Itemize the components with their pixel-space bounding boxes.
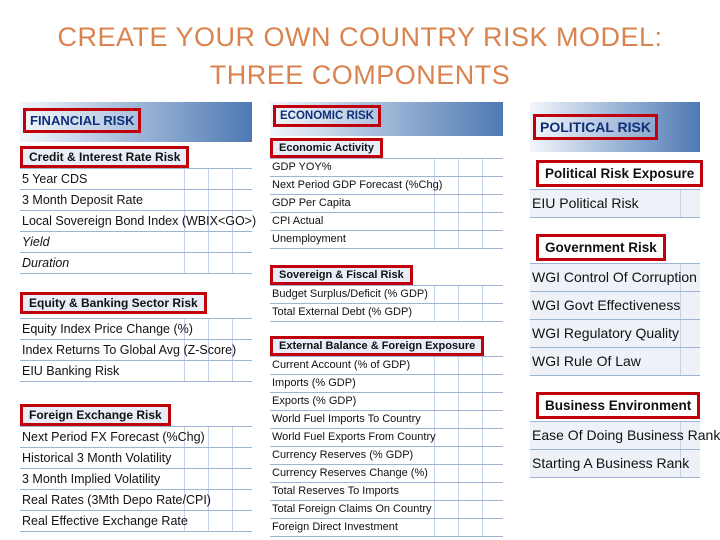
table-row: EIU Banking Risk (20, 361, 252, 382)
fx-section-label: Foreign Exchange Risk (20, 404, 171, 426)
political-risk-column (530, 102, 720, 478)
credit-section (20, 146, 257, 274)
table-row: World Fuel Imports To Country (270, 411, 503, 429)
external-section-label: External Balance & Foreign Exposure (270, 336, 484, 356)
table-row: Currency Reserves (% GDP) (270, 447, 503, 465)
fx-rows (20, 426, 252, 532)
table-row: Yield (20, 232, 252, 253)
economic-activity-label: Economic Activity (270, 138, 383, 158)
economic-risk-label: ECONOMIC RISK (273, 105, 381, 127)
sovereign-section-label: Sovereign & Fiscal Risk (270, 265, 413, 285)
title-line-2: THREE COMPONENTS (209, 60, 511, 90)
table-row: Next Period GDP Forecast (%Chg) (270, 177, 503, 195)
political-exposure-section (530, 160, 700, 218)
table-row: WGI Rule Of Law (530, 348, 700, 376)
table-row: Index Returns To Global Avg (Z-Score) (20, 340, 252, 361)
external-section (270, 336, 503, 537)
table-row: Real Rates (3Mth Depo Rate/CPI) (20, 490, 252, 511)
table-row: Current Account (% of GDP) (270, 357, 503, 375)
business-rows (530, 421, 720, 478)
table-row: Total External Debt (% GDP) (270, 304, 503, 322)
equity-section-label: Equity & Banking Sector Risk (20, 292, 207, 314)
sovereign-section (270, 265, 503, 322)
government-rows (530, 263, 700, 376)
table-row: WGI Govt Effectiveness (530, 292, 700, 320)
table-row: GDP YOY% (270, 159, 503, 177)
table-row: Total Reserves To Imports (270, 483, 503, 501)
table-row: 3 Month Implied Volatility (20, 469, 252, 490)
table-row: Starting A Business Rank (530, 450, 700, 478)
table-row: 3 Month Deposit Rate (20, 190, 252, 211)
table-row: Foreign Direct Investment (270, 519, 503, 537)
table-row: World Fuel Exports From Country (270, 429, 503, 447)
table-row: Equity Index Price Change (%) (20, 319, 252, 340)
table-row: 5 Year CDS (20, 169, 252, 190)
title-line-1: CREATE YOUR OWN COUNTRY RISK MODEL: (57, 22, 663, 52)
table-row: Unemployment (270, 231, 503, 249)
table-row: Ease Of Doing Business Rank (530, 422, 700, 450)
financial-risk-column (20, 102, 257, 532)
table-row: CPI Actual (270, 213, 503, 231)
credit-rows (20, 168, 257, 274)
financial-risk-label: FINANCIAL RISK (23, 108, 141, 133)
political-exposure-label: Political Risk Exposure (536, 160, 703, 187)
table-row: Exports (% GDP) (270, 393, 503, 411)
table-row: Local Sovereign Bond Index (WBIX<GO>) (20, 211, 252, 232)
equity-rows (20, 318, 252, 382)
economic-activity-rows (270, 158, 503, 249)
economic-risk-header (270, 102, 503, 136)
table-row: GDP Per Capita (270, 195, 503, 213)
table-row: Next Period FX Forecast (%Chg) (20, 427, 252, 448)
government-section-label: Government Risk (536, 234, 666, 261)
economic-activity-section (270, 138, 503, 249)
table-row: Duration (20, 253, 252, 274)
table-row: Total Foreign Claims On Country (270, 501, 503, 519)
sovereign-rows (270, 285, 503, 322)
table-row: WGI Control Of Corruption (530, 264, 700, 292)
table-row: WGI Regulatory Quality (530, 320, 700, 348)
business-section-label: Business Environment (536, 392, 700, 419)
table-row: Imports (% GDP) (270, 375, 503, 393)
table-row: Real Effective Exchange Rate (20, 511, 252, 532)
business-section (530, 392, 720, 478)
external-rows (270, 356, 503, 537)
government-section (530, 234, 700, 376)
financial-risk-header (20, 102, 252, 142)
table-row: Budget Surplus/Deficit (% GDP) (270, 286, 503, 304)
political-risk-header (530, 102, 700, 152)
political-risk-label: POLITICAL RISK (533, 114, 658, 140)
credit-section-label: Credit & Interest Rate Risk (20, 146, 189, 168)
fx-section (20, 404, 252, 532)
equity-section (20, 292, 252, 382)
table-row: Currency Reserves Change (%) (270, 465, 503, 483)
political-exposure-rows (530, 189, 700, 218)
table-row: EIU Political Risk (530, 190, 700, 218)
table-row: Historical 3 Month Volatility (20, 448, 252, 469)
economic-risk-column (270, 102, 503, 537)
